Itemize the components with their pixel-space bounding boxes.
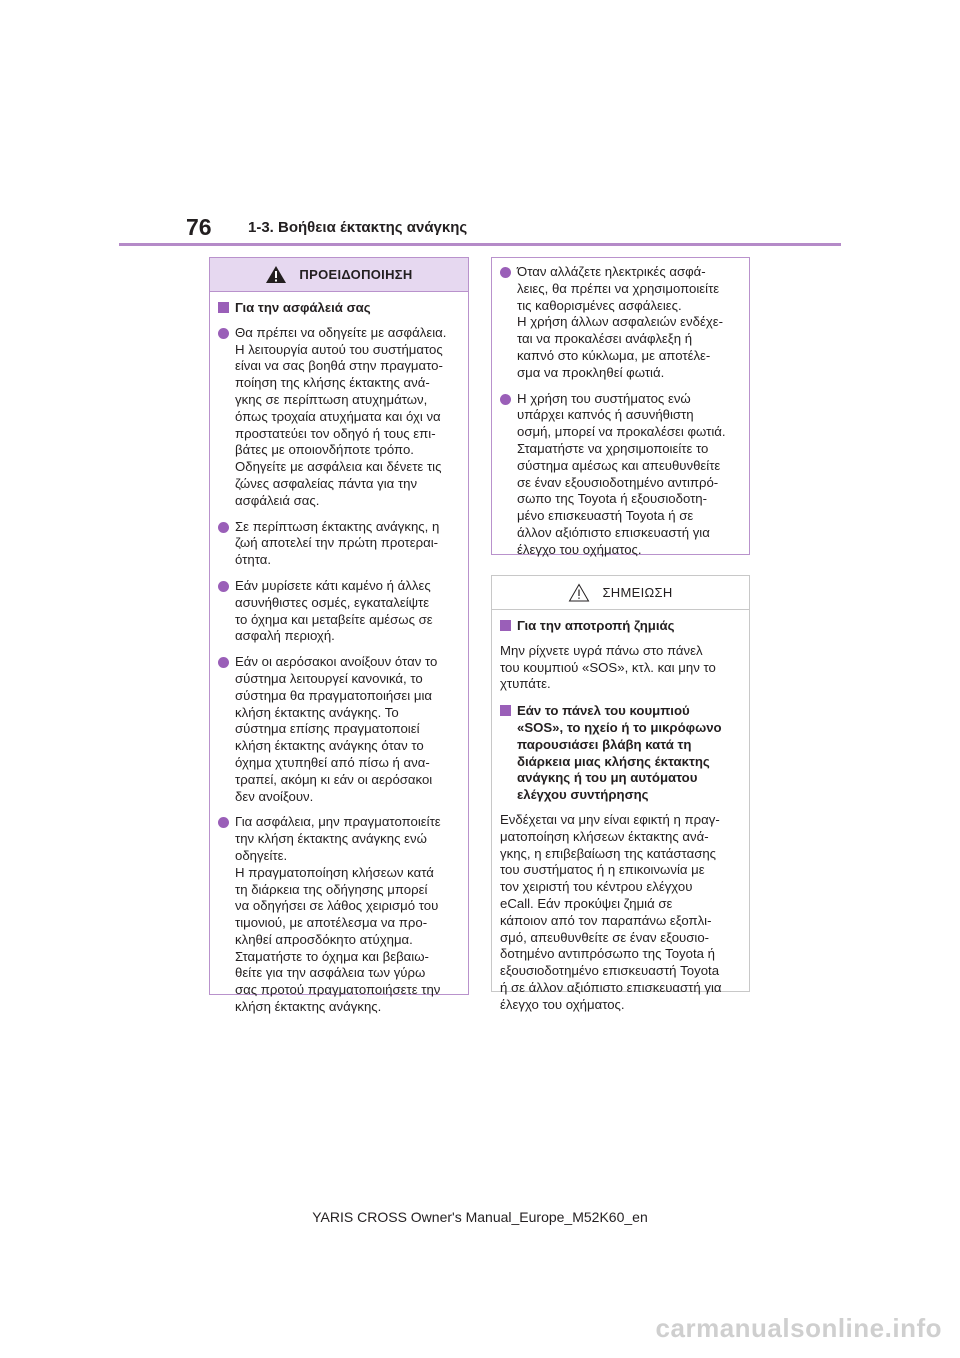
round-bullet-icon <box>218 522 229 533</box>
notice-header <box>492 576 749 610</box>
list-item <box>218 519 460 569</box>
square-bullet-icon <box>500 705 511 716</box>
notice-subheading-text: Για την αποτροπή ζημιάς <box>517 618 675 633</box>
list-item-text: Όταν αλλάζετε ηλεκτρικές ασφά- λειες, θα πρέπει να χρησιμοποιείτε τις καθορισμένες ασφάλειες. Η χρήση άλλων ασφαλειών ενδέχε- ται να προκαλέσει ανάφλεξη ή καπνό στο κύκλωμα, με αποτέλε- σμα να προκληθεί φωτιά. <box>517 264 724 380</box>
warning-triangle-icon <box>265 265 287 284</box>
square-bullet-icon <box>218 302 229 313</box>
header-rule <box>119 243 841 246</box>
notice-box <box>491 575 750 1012</box>
list-item-text: Εάν μυρίσετε κάτι καμένο ή άλλες ασυνήθιστες οσμές, εγκαταλείψτε το όχημα και μεταβείτε αμέσως σε ασφαλή περιοχή. <box>235 577 433 644</box>
round-bullet-icon <box>500 267 511 278</box>
watermark: carmanualsonline.info <box>655 1313 942 1343</box>
list-item <box>218 578 460 645</box>
notice-subheading-text: Εάν το πάνελ του κουμπιού «SOS», το ηχείο ή το μικρόφωνο παρουσιάσει βλάβη κατά τη διάρκεια μιας κλήσης έκτακτης ανάγκης ή του μη αυτόματου ελέγχου συντήρησης <box>517 703 722 803</box>
round-bullet-icon <box>218 817 229 828</box>
list-item-text: Θα πρέπει να οδηγείτε με ασφάλεια. Η λειτουργία αυτού του συστήματος είναι να σας βοηθά στην πραγματο- ποίηση της κλήσης έκτακτης ανά- γκης σε περίπτωση ατυχημάτων, όπως τροχαία ατυχήματα και όχι να προστατεύει τον οδηγό ή τους επι- βάτες με οποιονδήποτε τρόπο. Οδηγείτε με ασφάλεια και δένετε τις ζώνες ασφαλείας πάντα για την ασφάλειά σας. <box>235 324 447 508</box>
list-item <box>218 814 460 1016</box>
section-title: 1-3. Βοήθεια έκτακτης ανάγκης <box>248 219 468 236</box>
list-item-text: Για ασφάλεια, μην πραγματοποιείτε την κλήση έκτακτης ανάγκης ενώ οδηγείτε. Η πραγματοποίηση κλήσεων κατά τη διάρκεια της οδήγησης μπορεί να οδηγήσει σε λάθος χειρισμό του τιμονιού, με αποτέλεσμα να προ- κληθεί απροσδόκητο ατύχημα. Σταματήστε το όχημα και βεβαιω- θείτε για την ασφάλεια των γύρω σας προτού πραγματοποιήσετε την κλήση έκτακτης ανάγκης. <box>235 814 441 1015</box>
list-item <box>218 654 460 805</box>
warning-box <box>209 257 469 1015</box>
notice-title: ΣΗΜΕΙΩΣΗ <box>602 585 673 600</box>
list-item <box>218 325 460 510</box>
warning-header <box>210 258 468 292</box>
list-item <box>500 264 741 382</box>
notice-paragraph: Μην ρίχνετε υγρά πάνω στο πάνελ του κουμπιού «SOS», κτλ. και μην το χτυπάτε. <box>500 642 716 692</box>
list-item-text: Εάν οι αερόσακοι ανοίξουν όταν το σύστημα λειτουργεί κανονικά, το σύστημα θα πραγματοποιήσει μια κλήση έκτακτης ανάγκης. Το σύστημα επίσης πραγματοποιεί κλήση έκτακτης ανάγκης όταν το όχημα χτυπηθεί από πίσω ή ανα- τραπεί, ακόμη κι εάν οι αερόσακοι δεν ανοίξουν. <box>235 654 438 804</box>
round-bullet-icon <box>500 394 511 405</box>
list-item <box>500 391 741 559</box>
list-item-text: Η χρήση του συστήματος ενώ υπάρχει καπνός ή ασυνήθιστη οσμή, μπορεί να προκαλέσει φωτιά. Σταματήστε να χρησιμοποιείτε το σύστημα αμέσως και απευθυνθείτε σε έναν εξουσιοδοτημένο αντιπρό- σωπο της Toyota ή εξουσιοδοτη- μένο επισκευαστή Toyota ή σε άλλον αξιόπιστο επισκευαστή για έλεγχο του οχήματος. <box>517 390 726 557</box>
notice-subheading <box>500 703 741 804</box>
caution-triangle-icon <box>568 583 590 602</box>
round-bullet-icon <box>218 581 229 592</box>
warning-title: ΠΡΟΕΙΔΟΠΟΙΗΣΗ <box>299 267 413 282</box>
warning-subheading <box>218 300 460 317</box>
square-bullet-icon <box>500 620 511 631</box>
warning-subheading-text: Για την ασφάλειά σας <box>235 300 371 315</box>
warning-box-continued <box>491 257 750 555</box>
round-bullet-icon <box>218 657 229 668</box>
list-item-text: Σε περίπτωση έκτακτης ανάγκης, η ζωή αποτελεί την πρώτη προτεραι- ότητα. <box>235 518 440 568</box>
round-bullet-icon <box>218 328 229 339</box>
notice-subheading <box>500 618 741 635</box>
page-footer: YARIS CROSS Owner's Manual_Europe_M52K60_en <box>312 1209 648 1225</box>
notice-paragraph: Ενδέχεται να μην είναι εφικτή η πραγ- ματοποίηση κλήσεων έκτακτης ανά- γκης, η επιβεβαίωση της κατάστασης του συστήματος ή η επικοινωνία με τον χειριστή του κέντρου ελέγχου eCall. Εάν προκύψει ζημιά σε κάποιον από τον παραπάνω εξοπλι- σμό, απευθυνθείτε σε έναν εξουσιο- δοτημένο αντιπρόσωπο της Toyota ή εξουσιοδοτημένο επισκευαστή Toyota ή σε άλλον αξιόπιστο επισκευαστή για έλεγχο του οχήματος. <box>500 811 722 1012</box>
page-number: 76 <box>186 214 212 240</box>
